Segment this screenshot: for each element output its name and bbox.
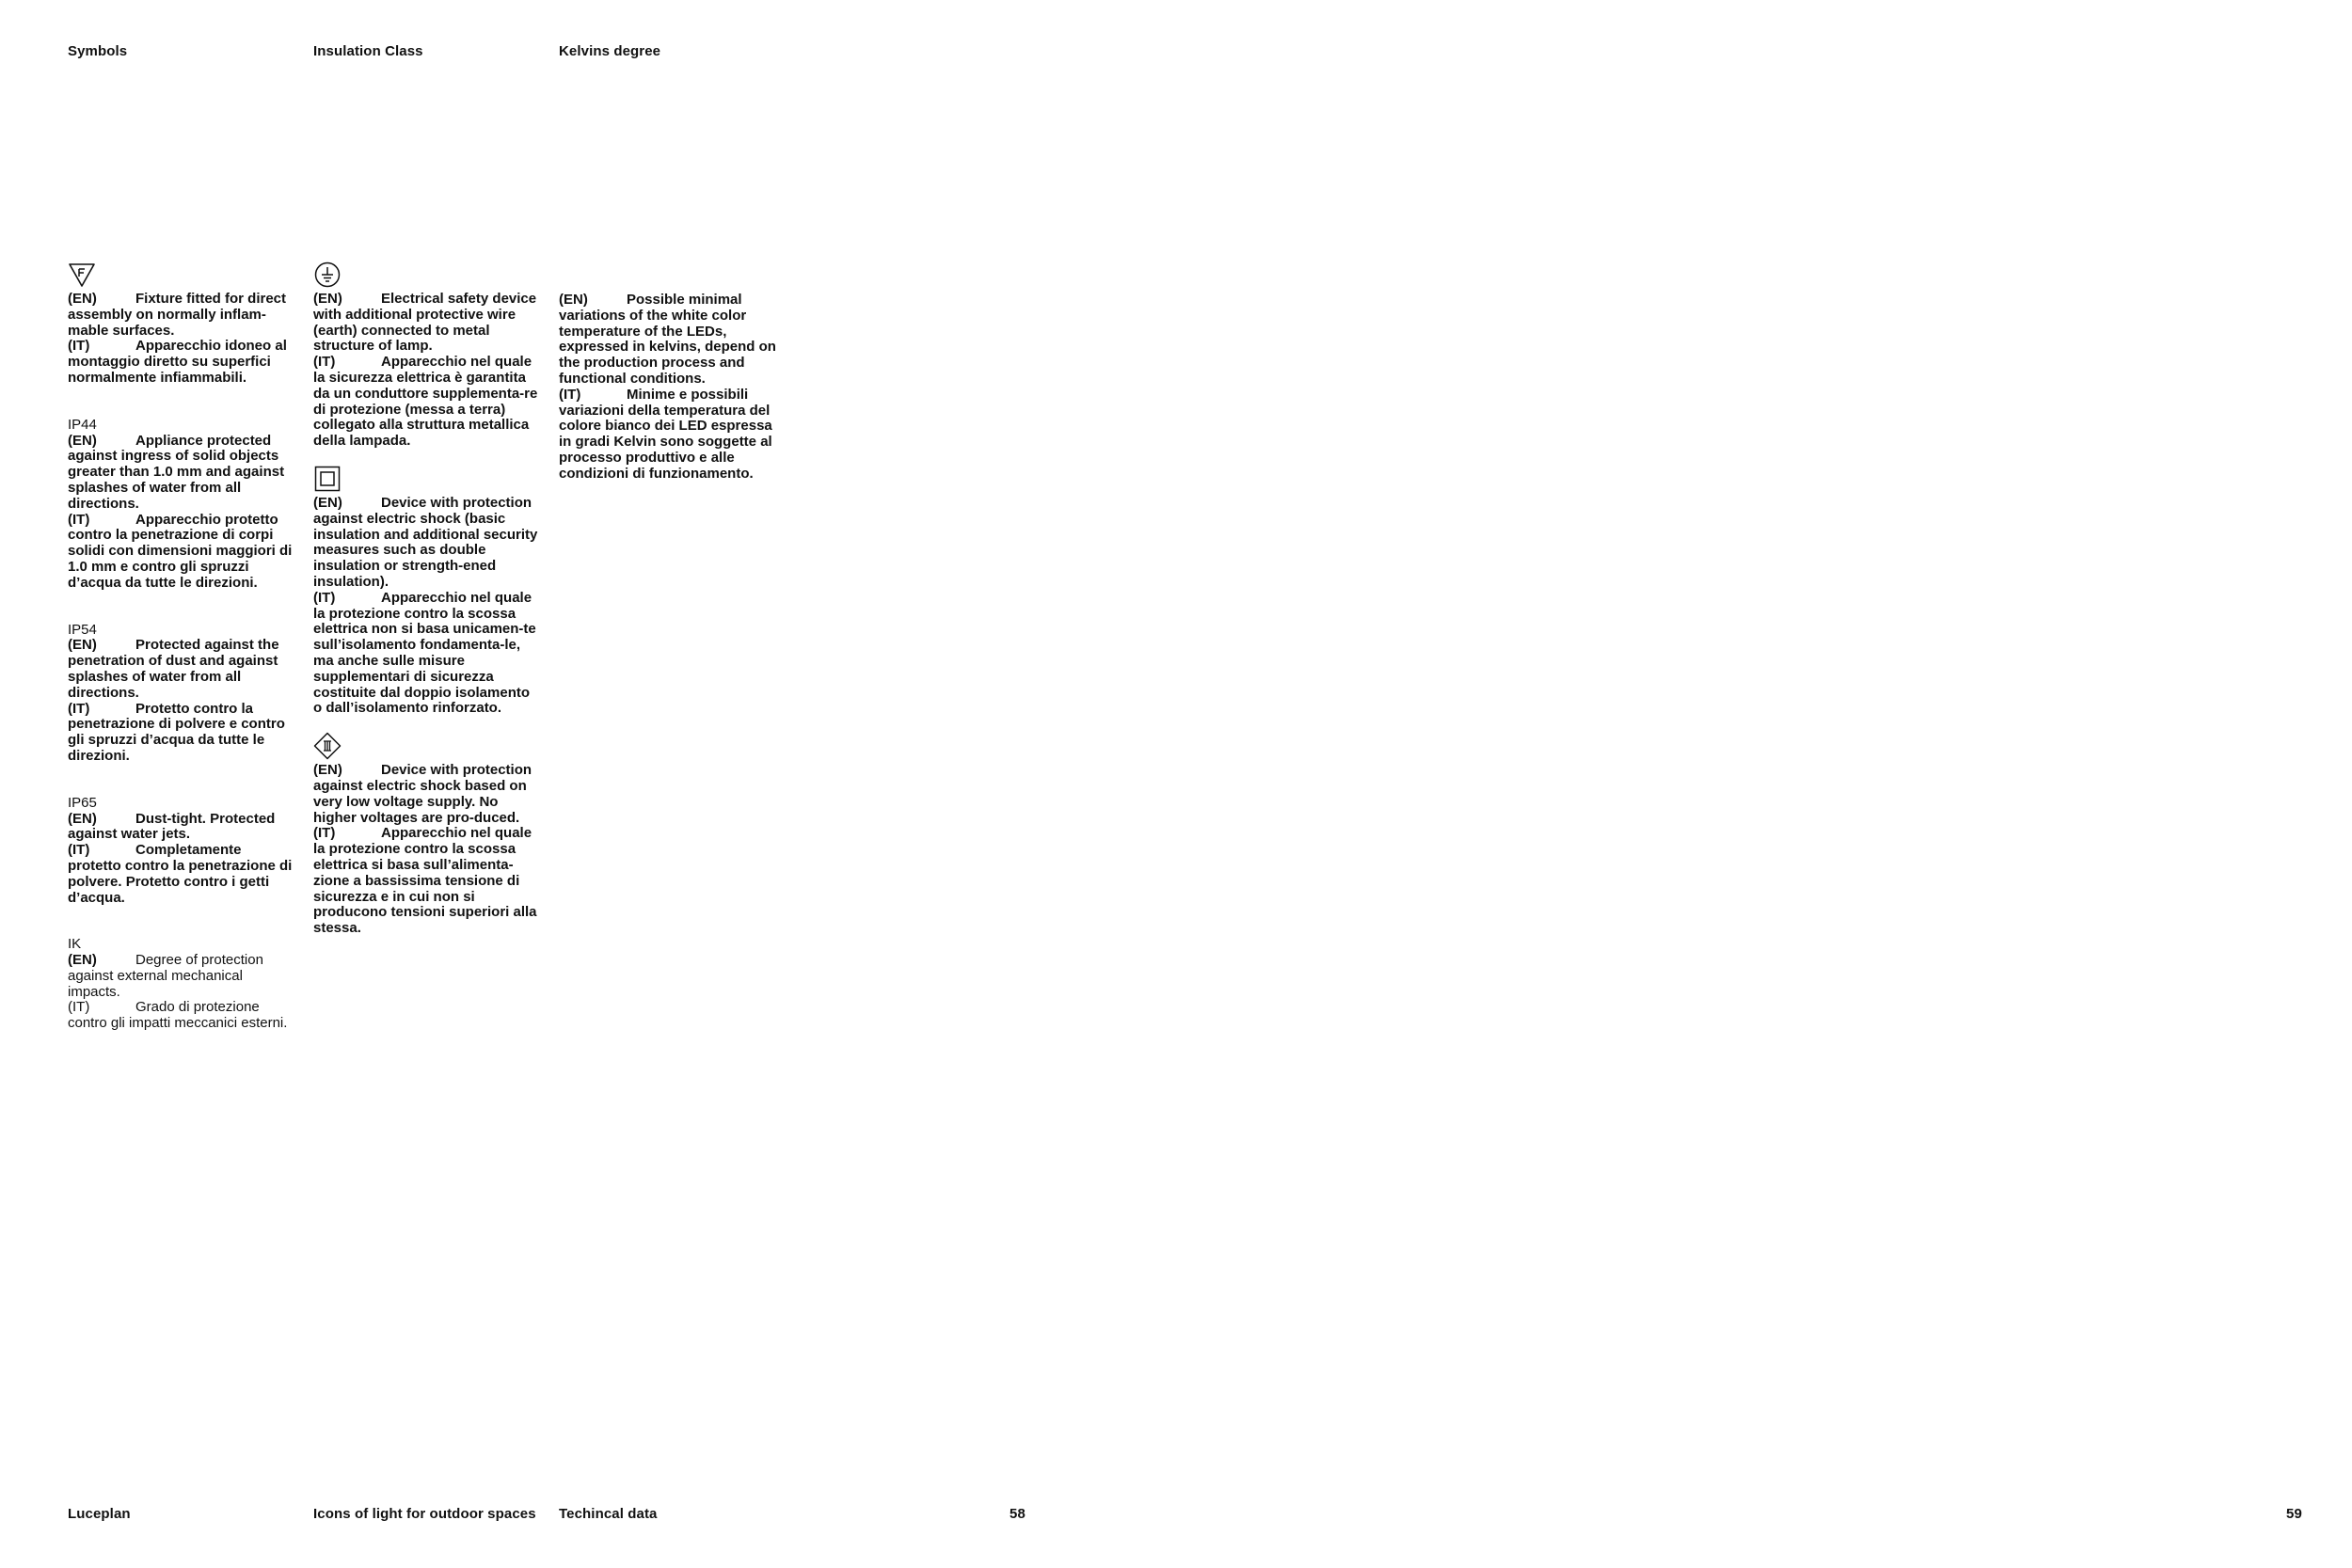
kelvins-en: (EN) Possible minimal variations of the white color temperature of the LEDs, expressed in kelvins, depend on the production process and functional conditions. (559, 292, 776, 387)
page-number-left: 58 (1009, 1506, 1025, 1522)
header-insulation-class: Insulation Class (313, 43, 423, 59)
ip54-it: (IT) Protetto contro la penetrazione di polvere e contro gli spruzzi d’acqua da tutte le direzioni. (68, 700, 285, 764)
class2-block (313, 496, 539, 717)
flammable-surface-block (68, 292, 294, 387)
insulation-column (313, 261, 539, 937)
diamond-iii-icon (313, 732, 342, 760)
footer-section: Techincal data (559, 1506, 658, 1522)
ip65-en: (EN) Dust-tight. Protected against water jets. (68, 810, 276, 843)
ip44-block (68, 418, 294, 592)
ip44-title: IP44 (68, 416, 97, 433)
header-symbols: Symbols (68, 43, 128, 59)
page-number-right: 59 (2286, 1506, 2302, 1522)
class1-it: (IT) Apparecchio nel quale la sicurezza elettrica è garantita da un conduttore supplementa-re di protezione (messa a terra) collegato alla struttura metallica della lampada. (313, 354, 538, 450)
class3-en: (EN) Device with protection against electric shock based on very low voltage supply. No higher voltages are pro-duced. (313, 762, 532, 826)
ip54-title: IP54 (68, 621, 97, 638)
ip44-en: (EN) Appliance protected against ingress of solid objects greater than 1.0 mm and against splashes of water from all directions. (68, 432, 285, 512)
ip44-it: (IT) Apparecchio protetto contro la penetrazione di corpi solidi con dimensioni maggiori di 1.0 mm e contro gli spruzzi d’acqua da tutte le direzioni. (68, 511, 293, 591)
class2-it: (IT) Apparecchio nel quale la protezione contro la scossa elettrica non si basa unicamen-te sull’isolamento fondamenta-le, ma anche sulle misure supplementari di sicurezza costituite dal doppio isolamento o dall’isolamento rinforzato. (313, 589, 536, 717)
footer-brand: Luceplan (68, 1506, 131, 1522)
earth-ground-icon (313, 261, 342, 289)
ip65-block (68, 796, 294, 907)
triangle-f-icon (68, 261, 96, 289)
class1-en: (EN) Electrical safety device with additional protective wire (earth) connected to metal structure of lamp. (313, 291, 537, 355)
kelvins-column (559, 293, 785, 483)
ik-block (68, 937, 294, 1032)
class1-block (313, 292, 539, 450)
ip54-block (68, 623, 294, 765)
ip65-title: IP65 (68, 794, 97, 811)
ip54-en: (EN) Protected against the penetration of dust and against splashes of water from all directions. (68, 637, 279, 701)
footer-series: Icons of light for outdoor spaces (313, 1506, 536, 1522)
kelvins-block (559, 293, 785, 483)
kelvins-it: (IT) Minime e possibili variazioni della temperatura del colore bianco dei LED espressa in gradi Kelvin sono soggette al processo produttivo e alle condizioni di funzionamento. (559, 386, 772, 482)
symbols-column (68, 261, 294, 1032)
ip65-it: (IT) Completamente protetto contro la penetrazione di polvere. Protetto contro i getti d’acqua. (68, 842, 293, 906)
double-square-icon (313, 465, 342, 493)
class3-it: (IT) Apparecchio nel quale la protezione contro la scossa elettrica si basa sull’alimenta-zione a bassissima tensione di sicurezza e in cui non si producono tensioni superiori alla stessa. (313, 825, 537, 937)
header-kelvins-degree: Kelvins degree (559, 43, 661, 59)
class3-block (313, 763, 539, 937)
class2-en: (EN) Device with protection against electric shock (basic insulation and additional security measures such as double insulation or strength-ened insulation). (313, 494, 538, 590)
flammable-it: (IT) Apparecchio idoneo al montaggio diretto su superfici normalmente infiammabili. (68, 338, 287, 386)
ik-title: IK (68, 936, 82, 953)
flammable-en: (EN) Fixture fitted for direct assembly on normally inflam-mable surfaces. (68, 291, 287, 339)
ik-en: (EN) Degree of protection against external mechanical impacts. (68, 952, 263, 1000)
ik-it: (IT) Grado di protezione contro gli impatti meccanici esterni. (68, 999, 288, 1032)
